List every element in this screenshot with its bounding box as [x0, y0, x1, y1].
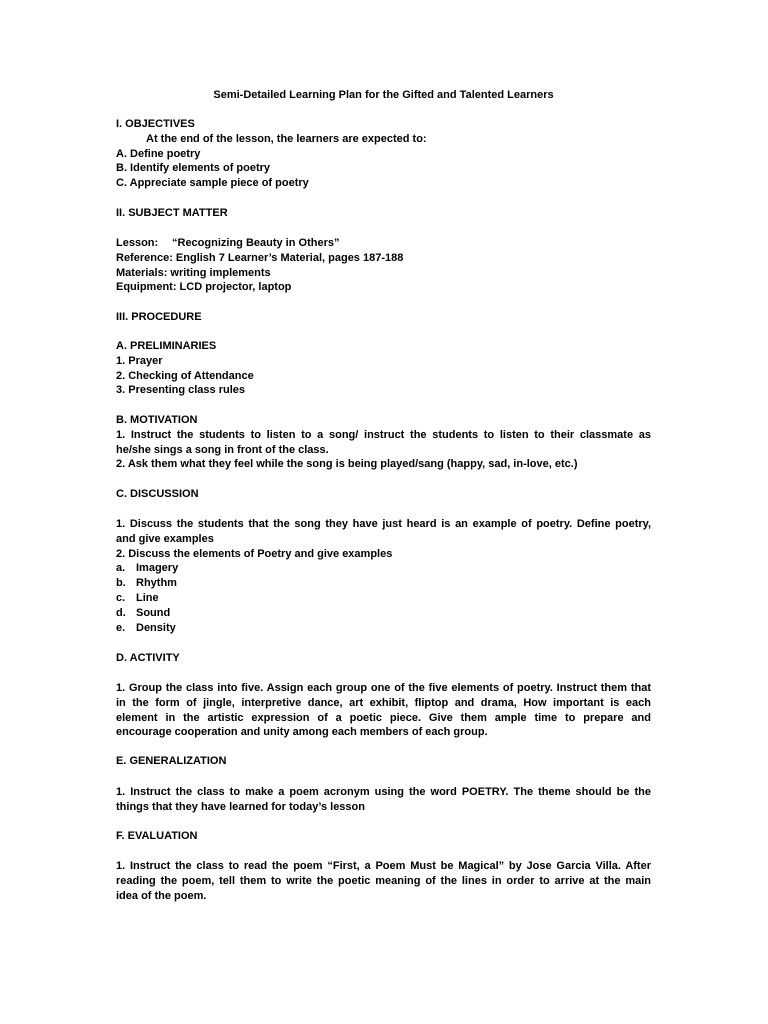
element-text: Sound	[136, 606, 171, 619]
discussion-heading: C. DISCUSSION	[116, 488, 199, 500]
activity-heading: D. ACTIVITY	[116, 652, 180, 664]
evaluation-line: reading the poem, tell them to write the poetic meaning of the lines in order to arrive at the main	[116, 874, 651, 887]
subject-matter-section	[116, 206, 651, 221]
procedure-heading: III. PROCEDURE	[116, 311, 202, 323]
evaluation-heading: F. EVALUATION	[116, 830, 198, 842]
objectives-section	[116, 117, 651, 191]
element-text: Imagery	[136, 562, 179, 575]
element-label: e.	[116, 621, 126, 634]
objective-item: A. Define poetry	[116, 147, 201, 160]
evaluation-section	[116, 829, 651, 844]
equipment-line: Equipment: LCD projector, laptop	[116, 281, 292, 294]
activity-line: element in the artistic expression of a poetic piece. Give them ample time to prepare and	[116, 711, 651, 724]
document-title: Semi-Detailed Learning Plan for the Gifted and Talented Learners	[213, 89, 554, 101]
element-list-item	[116, 606, 651, 621]
preliminary-item: 3. Presenting class rules	[116, 384, 246, 397]
element-text: Density	[136, 621, 176, 634]
reference-line: Reference: English 7 Learner’s Material, pages 187-188	[116, 251, 404, 264]
materials-line: Materials: writing implements	[116, 266, 271, 279]
motivation-item-1-end: he/she sings a song in front of the class.	[116, 443, 329, 456]
preliminary-item: 2. Checking of Attendance	[116, 369, 254, 382]
generalization-heading: E. GENERALIZATION	[116, 755, 227, 767]
activity-body	[116, 681, 651, 740]
objectives-intro: At the end of the lesson, the learners are expected to:	[146, 132, 427, 145]
element-list-item	[116, 621, 651, 636]
discussion-item-1: 1. Discuss the students that the song they have just heard is an example of poetry. Define poetry,	[116, 518, 651, 530]
discussion-section	[116, 487, 651, 502]
lesson-value: “Recognizing Beauty in Others”	[172, 237, 340, 249]
motivation-item-1: 1. Instruct the students to listen to a song/ instruct the students to listen to their classmate as	[116, 428, 651, 441]
activity-line: in the form of jingle, interpretive dance, art exhibit, fliptop and drama, How important is each	[116, 696, 651, 709]
generalization-body	[116, 785, 651, 815]
activity-line: encourage cooperation and unity among each members of each group.	[116, 726, 488, 739]
preliminaries-heading: A. PRELIMINARIES	[116, 340, 217, 352]
element-text: Rhythm	[136, 577, 177, 590]
element-text: Line	[136, 591, 159, 604]
element-label: c.	[116, 591, 126, 604]
evaluation-line: 1. Instruct the class to read the poem “First, a Poem Must be Magical” by Jose Garcia Villa. After	[116, 860, 651, 872]
evaluation-line: idea of the poem.	[116, 889, 207, 902]
motivation-section	[116, 413, 651, 472]
procedure-section	[116, 310, 651, 325]
discussion-item-2: 2. Discuss the elements of Poetry and give examples	[116, 547, 393, 560]
subject-matter-heading: II. SUBJECT MATTER	[116, 207, 228, 219]
activity-line: 1. Group the class into five. Assign each group one of the five elements of poetry. Instruct them that	[116, 682, 651, 694]
subject-matter-details	[116, 236, 651, 295]
element-label: d.	[116, 606, 126, 619]
discussion-body	[116, 517, 651, 635]
evaluation-body	[116, 859, 651, 903]
element-list-item	[116, 591, 651, 606]
preliminaries-section	[116, 339, 651, 398]
generalization-section	[116, 754, 651, 769]
activity-section	[116, 651, 651, 666]
lesson-line	[116, 236, 651, 251]
preliminary-item: 1. Prayer	[116, 354, 163, 367]
element-label: b.	[116, 577, 126, 590]
lesson-label: Lesson:	[116, 237, 159, 249]
motivation-item-2: 2. Ask them what they feel while the song is being played/sang (happy, sad, in-love, etc.)	[116, 458, 578, 471]
generalization-line: things that they have learned for today’s lesson	[116, 800, 365, 813]
element-label: a.	[116, 562, 126, 575]
discussion-item-1-end: and give examples	[116, 532, 214, 545]
objectives-heading: I. OBJECTIVES	[116, 118, 195, 130]
element-list-item	[116, 561, 651, 576]
objective-item: B. Identify elements of poetry	[116, 162, 271, 175]
objective-item: C. Appreciate sample piece of poetry	[116, 177, 309, 190]
generalization-line: 1. Instruct the class to make a poem acronym using the word POETRY. The theme should be the	[116, 786, 651, 798]
motivation-heading: B. MOTIVATION	[116, 414, 198, 426]
element-list-item	[116, 576, 651, 591]
